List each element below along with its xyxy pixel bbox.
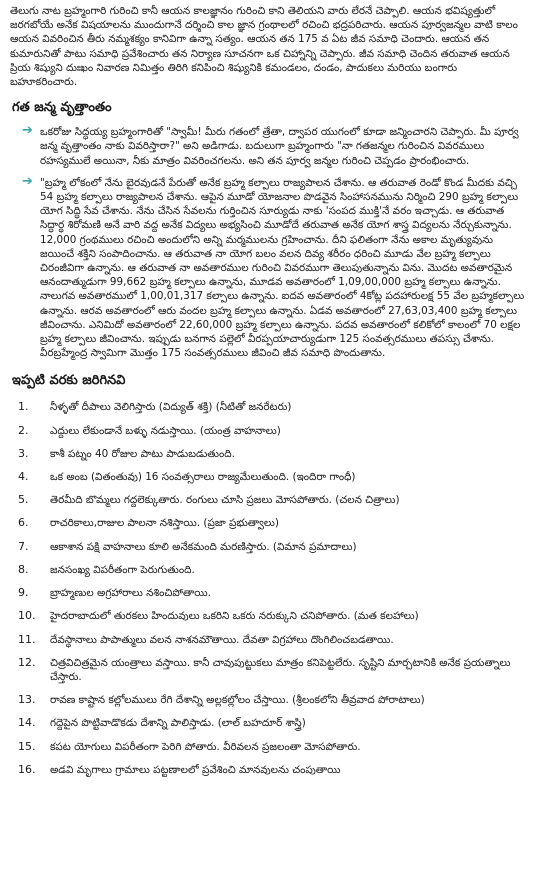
list-item [18, 470, 527, 484]
list-item [18, 693, 527, 707]
item-text: రాచరికాలు,రాజుల పాలనా నశిస్తాయి. (ప్రజా ప్రభుత్వాలు) [50, 517, 279, 530]
item-text: కపట యోగులు విపరీతంగా పెరిగి పోతారు. వీరివలన ప్రజలంతా మోసపోతారు. [50, 740, 361, 753]
item-text: దేవస్థానాలు పాపాత్ములు వలన నాశనమౌతాయి. దేవతా విగ్రహాలు దొంగిలించబడతాయి. [50, 633, 394, 646]
item-text: రావణ కాష్టాన కల్లోలములు రేగి దేశాన్ని అల్లకల్లోలం చేస్తాయి. (శ్రీలంకలోని తీవ్రవాద పోరాటాలు) [50, 694, 425, 707]
list-item [18, 563, 527, 577]
item-text: బ్రాహ్మణుల అగ్రహారాలు నశించిపోతాయి. [50, 587, 211, 600]
item-text: ఆకాశాన పక్షి వాహనాలు కూలి అనేకమంది మరణిస్తారు. (విమాన ప్రమాదాలు) [50, 540, 357, 553]
item-text: నీళ్ళతో దీపాలు వెలిగిస్తారు (విద్యుత్ శక్తి) (నీటితో జనరేటరు) [50, 401, 292, 414]
list-item [18, 586, 527, 600]
item-number: 8. [18, 562, 29, 576]
past-life-item-text: "బ్రహ్మ లోకంలో నేను బైరవుడనే పేరుతో అనేక బ్రహ్మ కల్పాలు రాజ్యపాలన చేశాను. ఆ తరువాత రెండో కొండ మీదకు వచ్చి 54 బ్రహ్మ కల్పాలు రాజ్యపాలన చేశాను. ఆపైన మూడో యోజనాల పొడవైన సింహాసనమును నిర్మించి 290 బ్రహ్మ కల్పాలు యోగ సిద్ధి సేవ చేశాను. నేను చేసిన సేవలను గుర్తించిన సూర్యుడు నాకు 'సంపద ముక్తి'నే వరం ఇచ్చాడు. ఆ తరువాత సిద్ధార్థ శిరోమణి అనే వారి వద్ద అనేక విద్యలు అభ్యసించి మూడోదే తరువాత అనేక యోగ శాస్త్ర విద్యలను నేర్చుకున్నాను. 12,000 గ్రంథములు రచించి అందులోని అన్ని మర్మములను గ్రహించాను. దీని ఫలితంగా నేను అకాల మృత్యువును జయించే శక్తిని సంపాదించాను. ఆ తరువాత నా యోగ బలం వలన దివ్య శరీరం ధరించి మూడు వేల బ్రహ్మ కల్పాలు చిరంజీవిగా ఉన్నాను. ఆ తరువాత నా అవతారముల గురించి వివరముగా తెలుపుతున్నాను విను. మొదట అవతారమైన ఆనందాత్ముడుగా 99,662 బ్రహ్మ కల్పాలు ఉన్నాను, మూడవ అవతారంలో 1,09,00,000 బ్రహ్మ కల్పాలు ఉన్నాను. నాలుగవ అవతారములో 1,00,01,317 కల్పాలు ఉన్నాను. ఐదవ అవతారంలో 4కోట్ల పదహారులక్ష 55 వేల బ్రహ్మకల్పాలు ఉన్నాను. ఆరవ అవతారంలో ఆరు వందల బ్రహ్మ కల్పాలు ఉన్నాను. ఏడవ అవతారంలో 27,63,03,400 బ్రహ్మ కల్పాలు జీవించాను. ఎనిమిదో అవతారంలో 22,60,000 బ్రహ్మ కల్పాలు ఉన్నాను. పదవ అవతారంలో కలికోలో కాలంలో 70 లక్షల బ్రహ్మ కల్పాలు జీవించాను. ఇప్పుడు బనగాన పల్లెలో వీరప్పయాచార్యుడుగా 125 సంవత్సరములు తపస్సు చేశాను. వీరబ్రహ్మేంద్ర స్వామిగా మొత్తం 175 సంవత్సరములు జీవించి జీవ సమాధి పొందుతాను. [40, 176, 525, 360]
arrow-right-icon: ➔ [22, 173, 33, 189]
past-life-heading: గత జన్మ వృత్తాంతం [12, 100, 112, 116]
intro-paragraph [6, 4, 527, 89]
item-text: చిత్రవిచిత్రమైన యంత్రాలు వస్తాయి. కానీ చావుపుట్టుకలు మాత్రం కనిపెట్టలేరు. సృష్టిని మార్చటానికి అనేక ప్రయత్నాలు చేస్తారు. [50, 656, 511, 683]
happened-heading: ఇప్పటి వరకు జరిగినవి [12, 373, 126, 389]
item-number: 16. [18, 762, 36, 776]
arrow-right-icon: ➔ [22, 123, 33, 139]
item-number: 5. [18, 493, 29, 507]
list-item [18, 424, 527, 438]
item-number: 10. [18, 609, 36, 623]
list-item [18, 609, 527, 623]
item-number: 15. [18, 739, 36, 753]
happened-list [6, 400, 527, 776]
list-item [18, 540, 527, 554]
item-text: జనసంఖ్య విపరీతంగా పెరుగుతుంది. [50, 563, 195, 576]
list-item [18, 716, 527, 730]
item-number: 3. [18, 446, 29, 460]
intro-text: తెలుగు నాట బ్రహ్మంగారి గురించి కానీ ఆయన కాలజ్ఞానం గురించి కాని తెలియని వారు లేరనే చెప్పాలి. ఆయన భవిష్యత్తులో జరగబోయే అనేక విషయాలను ముందుగానే దర్శించి కాల జ్ఞాన గ్రంథాలలో రచించి భద్రపరిచారు. ఆయన పూర్వజన్మల వాటి కాలం ఆయన వివరించిన తీరు నమ్మశక్యం కానివిగా ఉన్నా సత్యం. ఆయన తన 175 వ ఏట జీవ సమాధి చెందారు. ఆయన తన కుమారునితో పాటు సమాధి ప్రవేశించారు తన నిర్యాణ సూచనగా ఒక చిహ్నాన్ని చెప్పారు. జీవ సమాధి చెందిన తరువాత ఆయన ప్రియ శిష్యుని దుఃఖం నివారణ నిమిత్తం తిరిగి కనిపించి శిష్యునికి కమండలం, దండం, పాదుకలు మరియు బంగారు బహూకరించారు. [10, 5, 518, 89]
list-item [18, 656, 527, 684]
item-text: అడవి మృగాలు గ్రామాలు పట్టణాలలో ప్రవేశించి మానవులను చంపుతాయి [50, 763, 341, 776]
past-life-item-text: ఒకరోజు సిద్ధయ్య బ్రహ్మంగారితో "స్వామీ! మీరు గతంలో త్రేతా, ద్వాపర యుగంలో కూడా జన్మించారని చెప్పారు. మీ పూర్వ జన్మ వృత్తాంతం నాకు వివరిస్తారా?" అని అడిగాడు. బదులుగా బ్రహ్మంగారు "నా గతజన్మల గురించిన వివరములు రహస్యములే అయినా, నీకు మాత్రం వివరించగలను. అని తన పూర్వ జన్మల గురించి చెప్పడం ప్రారంభించారు. [40, 126, 519, 167]
list-item [18, 763, 527, 777]
item-text: కాశీ పట్నం 40 రోజుల పాటు పాడుబడుతుంది. [50, 447, 235, 460]
list-item [18, 633, 527, 647]
item-number: 6. [18, 516, 29, 530]
list-item [20, 173, 527, 361]
item-text: ఒక అంబ (వితంతువు) 16 సంవత్సరాలు రాజ్యమేలుతుంది. (ఇందిరా గాంధీ) [50, 471, 356, 484]
past-life-list [6, 125, 527, 360]
list-item [18, 447, 527, 461]
list-item [18, 516, 527, 530]
item-text: ఎద్దులు లేకుండానే బళ్ళు నడుస్తాయి. (యంత్ర వాహనాలు) [50, 424, 281, 437]
item-number: 1. [18, 400, 29, 414]
list-item [18, 493, 527, 507]
list-item [18, 400, 527, 414]
item-number: 12. [18, 655, 36, 669]
item-number: 4. [18, 470, 29, 484]
list-item [18, 740, 527, 754]
list-item [20, 125, 527, 168]
item-number: 2. [18, 423, 29, 437]
item-number: 11. [18, 632, 36, 646]
item-number: 14. [18, 716, 36, 730]
item-number: 9. [18, 586, 29, 600]
item-text: గద్దెపైన పొట్టివాడొకడు దేశాన్ని పాలిస్తాడు. (లాల్ బహదూర్ శాస్త్రి) [50, 717, 306, 730]
item-text: హైదరాబాదులో తురకలు హిందువులు ఒకరిని ఒకరు నరుక్కుని చనిపోతారు. (మత కలహాలు) [50, 610, 419, 623]
item-number: 7. [18, 539, 29, 553]
item-text: తెరమీది బొమ్మలు గద్దలెక్కుతారు. రంగులు చూసి ప్రజలు మోసపోతారు. (చలన చిత్రాలు) [50, 494, 400, 507]
item-number: 13. [18, 693, 36, 707]
